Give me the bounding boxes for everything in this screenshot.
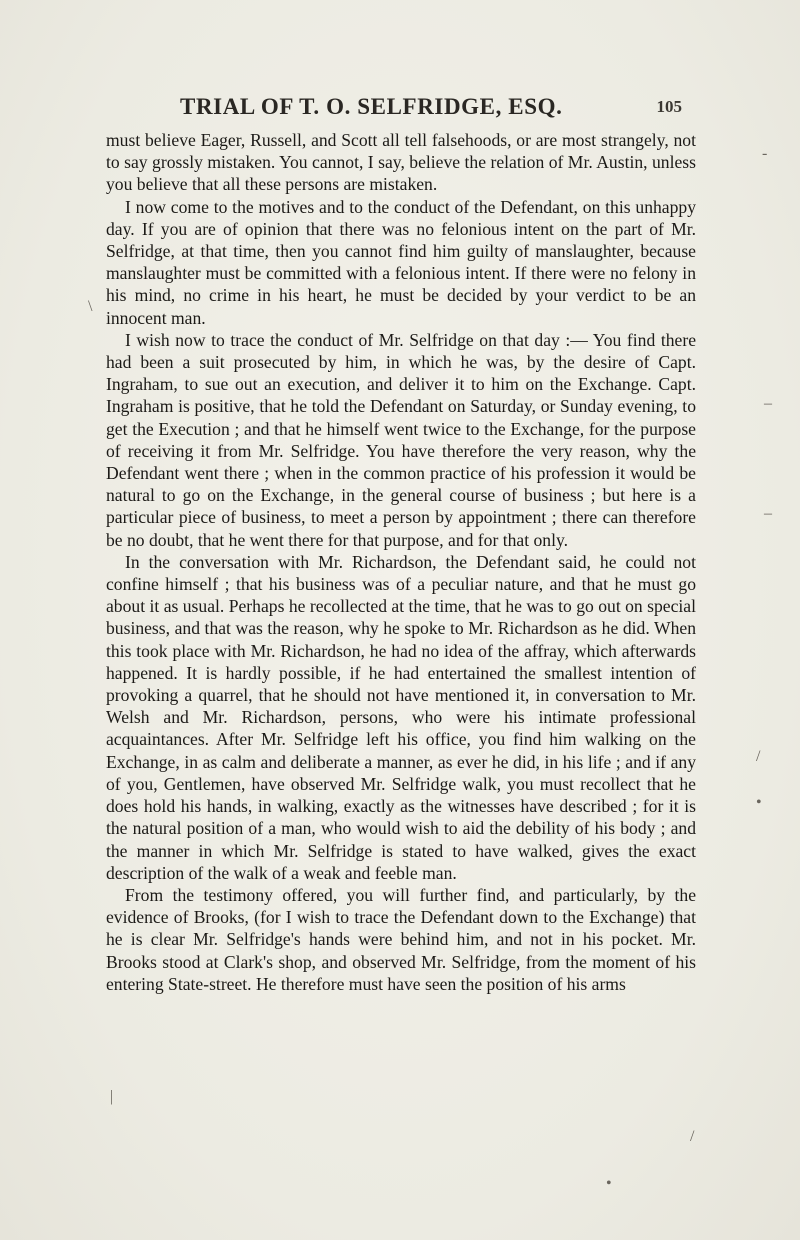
paragraph-testimony: From the testimony offered, you will further find, and particularly, by the evidence of Brooks, (for I wish to trace the Defendant down to the Exchange) that he is clear Mr. Selfridge's hands were behind him, and not in his pocket. Mr. Brooks stood at Clark's shop, and observed Mr. Selfridge, from the moment of his entering State-street. He therefore must have seen the position of his arms xyxy=(106,884,696,994)
page-number: 105 xyxy=(656,97,682,116)
margin-mark: | xyxy=(110,1088,114,1105)
page-header xyxy=(100,94,740,126)
margin-mark: – xyxy=(764,505,772,522)
running-title: TRIAL OF T. O. SELFRIDGE, ESQ. xyxy=(180,94,563,119)
body-text xyxy=(106,129,696,995)
margin-mark: / xyxy=(690,1128,695,1145)
margin-mark: – xyxy=(764,395,772,412)
margin-mark: - xyxy=(762,145,768,162)
paragraph-conduct: I wish now to trace the conduct of Mr. Selfridge on that day :— You find there had been a suit prosecuted by him, in which he was, by the desire of Capt. Ingraham, to sue out an execution, and deliver it to him on the Exchange. Capt. Ingraham is positive, that he told the Defendant on Saturday, or Sunday evening, to get the Execution ; and that he himself went twice to the Exchange, for the purpose of receiving it from Mr. Selfridge. You have therefore the very reason, why the Defendant went there ; when in the common practice of his profession it would be natural to go on the Exchange, in the general course of business ; but here is a particular piece of business, to meet a person by appointment ; there can therefore be no doubt, that he went there for that purpose, and for that only. xyxy=(106,329,696,550)
margin-mark: • xyxy=(756,794,762,811)
margin-mark: \ xyxy=(88,298,93,315)
margin-mark: • xyxy=(606,1175,612,1192)
paragraph-continued: must believe Eager, Russell, and Scott all tell falsehoods, or are most strangely, not to say grossly mistaken. You cannot, I say, believe the relation of Mr. Austin, unless you believe that all these persons are mistaken. xyxy=(106,130,696,195)
paragraph-conversation: In the conversation with Mr. Richardson, the Defendant said, he could not confine himself ; that his business was of a peculiar nature, and that he must go about it as usual. Perhaps he recollected at the time, that he was to go out on special business, and that was the reason, why he spoke to Mr. Richardson as he did. When this took place with Mr. Richardson, he had no idea of the affray, which afterwards happened. It is hardly possible, if he had entertained the smallest intention of provoking a quarrel, that he should not have mentioned it, in conversation to Mr. Welsh and Mr. Richardson, persons, who were his intimate professional acquaintances. After Mr. Selfridge left his office, you find him walking on the Exchange, in as calm and deliberate a manner, as ever he did, in his life ; and if any of you, Gentlemen, have observed Mr. Selfridge walk, you must recollect that he does hold his hands, in walking, exactly as the witnesses have described ; for it is the natural position of a man, who would wish to aid the debility of his body ; and the manner in which Mr. Selfridge is stated to have walked, gives the exact description of the walk of a weak and feeble man. xyxy=(106,551,696,883)
margin-mark: / xyxy=(756,748,761,765)
paragraph-motives: I now come to the motives and to the conduct of the Defendant, on this unhappy day. If you are of opinion that there was no felonious intent on the part of Mr. Selfridge, at that time, then you cannot find him guilty of manslaughter, because manslaughter must be committed with a felonious intent. If there were no felony in his mind, no crime in his heart, he must be decided by your verdict to be an innocent man. xyxy=(106,196,696,328)
